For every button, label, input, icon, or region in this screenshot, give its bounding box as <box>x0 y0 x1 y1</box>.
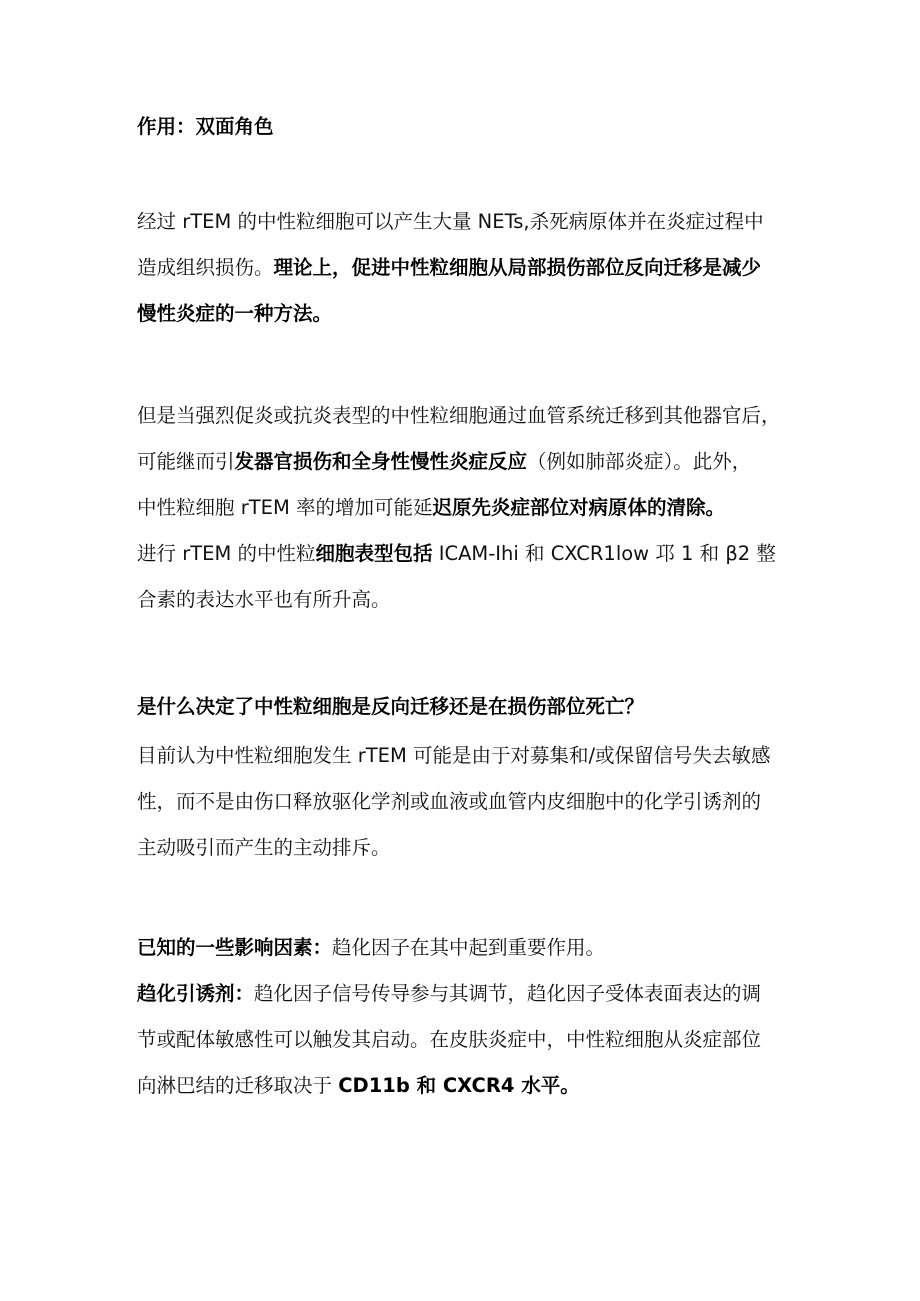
paragraph-known-factors <box>137 925 797 1109</box>
text-run: 进行 rTEM 的中性粒 <box>137 542 316 565</box>
text-line <box>137 925 797 971</box>
bold-text-run: 迟原先炎症部位对病原体的清除。 <box>432 496 725 519</box>
text-line <box>137 1063 797 1109</box>
text-run: 性，而不是由伤口释放驱化学剂或血液或血管内皮细胞中的化学引诱剂的 <box>137 790 762 813</box>
text-run: 中性粒细胞 rTEM 率的增加可能延 <box>137 496 433 519</box>
bold-text-run: 已知的一些影响因素： <box>137 936 333 959</box>
text-run: （例如肺部炎症）。此外， <box>527 450 752 473</box>
text-run: 经过 rTEM 的中性粒细胞可以产生大量 NETs,杀死病原体并在炎症过程中 <box>137 210 764 233</box>
text-run: 造成组织损伤。 <box>137 256 274 279</box>
text-run: ICAM-Ihi 和 CXCR1low 邛 1 和 β2 整 <box>432 542 776 565</box>
paragraph-organ-injury <box>137 393 797 623</box>
section-heading-dual-role <box>137 104 797 150</box>
text-run: 节或配体敏感性可以触发其启动。在皮肤炎症中，中性粒细胞从炎症部位 <box>137 1028 762 1051</box>
section-heading-reverse-migration <box>137 684 797 730</box>
text-line <box>137 393 797 439</box>
paragraph-nets <box>137 199 797 337</box>
bold-text-run: 趋化引诱剂： <box>137 982 255 1005</box>
text-line <box>137 1017 797 1063</box>
paragraph-rtem-cause <box>137 733 797 871</box>
text-line <box>137 199 797 245</box>
text-run: 趋化因子在其中起到重要作用。 <box>332 936 606 959</box>
text-line <box>137 577 797 623</box>
bold-text-run: 细胞表型包括 <box>315 542 433 565</box>
bold-text-run: 发器官损伤和全身性慢性炎症反应 <box>234 450 528 473</box>
text-line <box>137 733 797 779</box>
text-line <box>137 245 797 291</box>
bold-text-run: 理论上，促进中性粒细胞从局部损伤部位反向迁移是减少 <box>273 256 762 279</box>
text-line <box>137 531 797 577</box>
text-run: 目前认为中性粒细胞发生 rTEM 可能是由于对募集和/或保留信号失去敏感 <box>137 744 771 767</box>
bold-text-run: CD11b 和 CXCR4 水平。 <box>338 1074 580 1097</box>
bold-text-run: 慢性炎症的一种方法。 <box>137 302 333 325</box>
text-run: 合素的表达水平也有所升高。 <box>137 588 391 611</box>
text-run: 向淋巴结的迁移取决于 <box>137 1074 339 1097</box>
text-line <box>137 779 797 825</box>
text-run: 主动吸引而产生的主动排斥。 <box>137 836 391 859</box>
text-run: 但是当强烈促炎或抗炎表型的中性粒细胞通过血管系统迁移到其他器官后， <box>137 404 781 427</box>
text-line <box>137 439 797 485</box>
text-run: 可能继而引 <box>137 450 235 473</box>
text-line <box>137 291 797 337</box>
text-run: 趋化因子信号传导参与其调节，趋化因子受体表面表达的调 <box>254 982 762 1005</box>
text-line <box>137 485 797 531</box>
text-line <box>137 825 797 871</box>
text-line <box>137 971 797 1017</box>
heading-text: 作用：双面角色 <box>137 115 274 138</box>
heading-text: 是什么决定了中性粒细胞是反向迁移还是在损伤部位死亡？ <box>137 695 645 718</box>
